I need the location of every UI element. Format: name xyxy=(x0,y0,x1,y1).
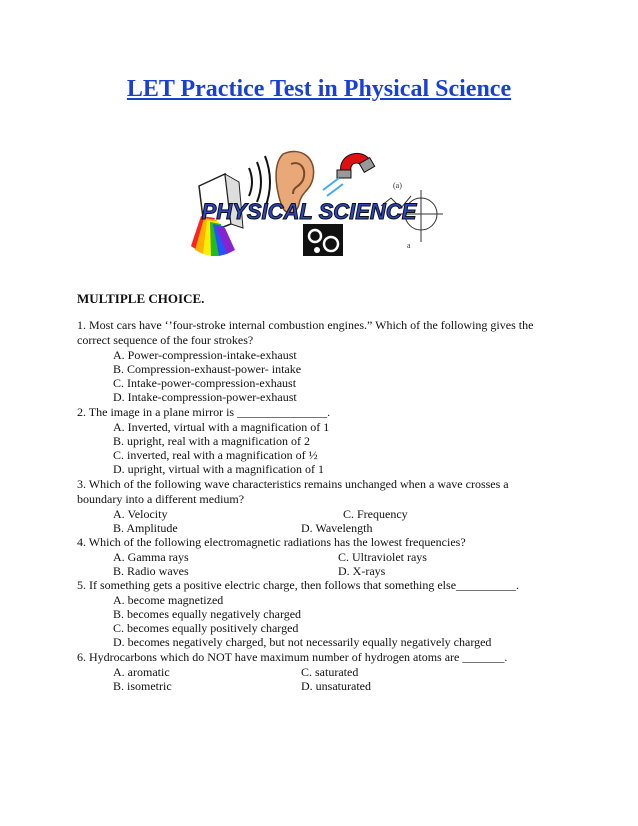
svg-text:PHYSICAL SCIENCE: PHYSICAL SCIENCE xyxy=(201,199,417,224)
q5-option-c: C. becomes equally positively charged xyxy=(113,621,299,635)
q1-option-c: C. Intake-power-compression-exhaust xyxy=(113,376,297,390)
q4-option-a: A. Gamma rays xyxy=(113,550,189,564)
q3-option-a: A. Velocity xyxy=(113,507,168,521)
q2-option-a: A. Inverted, virtual with a magnification of 1 xyxy=(113,420,330,434)
magnet-icon xyxy=(323,153,375,196)
question-2-text: 2. The image in a plane mirror is _______________. xyxy=(77,405,331,419)
q3-option-c: C. Frequency xyxy=(343,507,408,521)
q2-option-d: D. upright, virtual with a magnification of 1 xyxy=(113,462,324,476)
gears-icon xyxy=(303,224,343,256)
logo-banner xyxy=(202,196,418,224)
q4-option-c: C. Ultraviolet rays xyxy=(338,550,427,564)
q5-option-b: B. becomes equally negatively charged xyxy=(113,607,302,621)
q3-option-d: D. Wavelength xyxy=(301,521,373,535)
question-5-text: 5. If something gets a positive electric charge, then follows that something else__________. xyxy=(77,578,520,592)
question-4-text: 4. Which of the following electromagnetic radiations has the lowest frequencies? xyxy=(77,535,466,549)
q5-option-a: A. become magnetized xyxy=(113,593,224,607)
q1-option-a: A. Power-compression-intake-exhaust xyxy=(113,348,297,362)
q6-option-c: C. saturated xyxy=(301,665,359,679)
q4-option-b: B. Radio waves xyxy=(113,564,189,578)
q6-option-a: A. aromatic xyxy=(113,665,170,679)
page-title: LET Practice Test in Physical Science xyxy=(126,76,512,102)
physical-science-logo xyxy=(191,146,445,260)
svg-text:(a): (a) xyxy=(393,181,402,190)
q1-option-b: B. Compression-exhaust-power- intake xyxy=(113,362,302,376)
q1-option-d: D. Intake-compression-power-exhaust xyxy=(113,390,297,404)
q6-option-d: D. unsaturated xyxy=(301,679,371,693)
q5-option-d: D. becomes negatively charged, but not necessarily equally negatively charged xyxy=(113,635,492,649)
question-3-text: 3. Which of the following wave characteristics remains unchanged when a wave crosses a xyxy=(77,477,509,491)
question-6-text: 6. Hydrocarbons which do NOT have maximum number of hydrogen atoms are _______. xyxy=(77,650,508,664)
svg-text:a: a xyxy=(407,241,411,250)
q6-option-b: B. isometric xyxy=(113,679,172,693)
q3-option-b: B. Amplitude xyxy=(113,521,178,535)
section-heading: MULTIPLE CHOICE. xyxy=(77,291,205,306)
question-3-text-cont: boundary into a different medium? xyxy=(77,492,245,506)
question-1-text-cont: correct sequence of the four strokes? xyxy=(77,333,254,347)
question-1-text: 1. Most cars have ‘’four-stroke internal combustion engines.” Which of the following gives the xyxy=(77,318,534,332)
q2-option-b: B. upright, real with a magnification of 2 xyxy=(113,434,310,448)
q4-option-d: D. X-rays xyxy=(338,564,386,578)
q2-option-c: C. inverted, real with a magnification of ½ xyxy=(113,448,318,462)
